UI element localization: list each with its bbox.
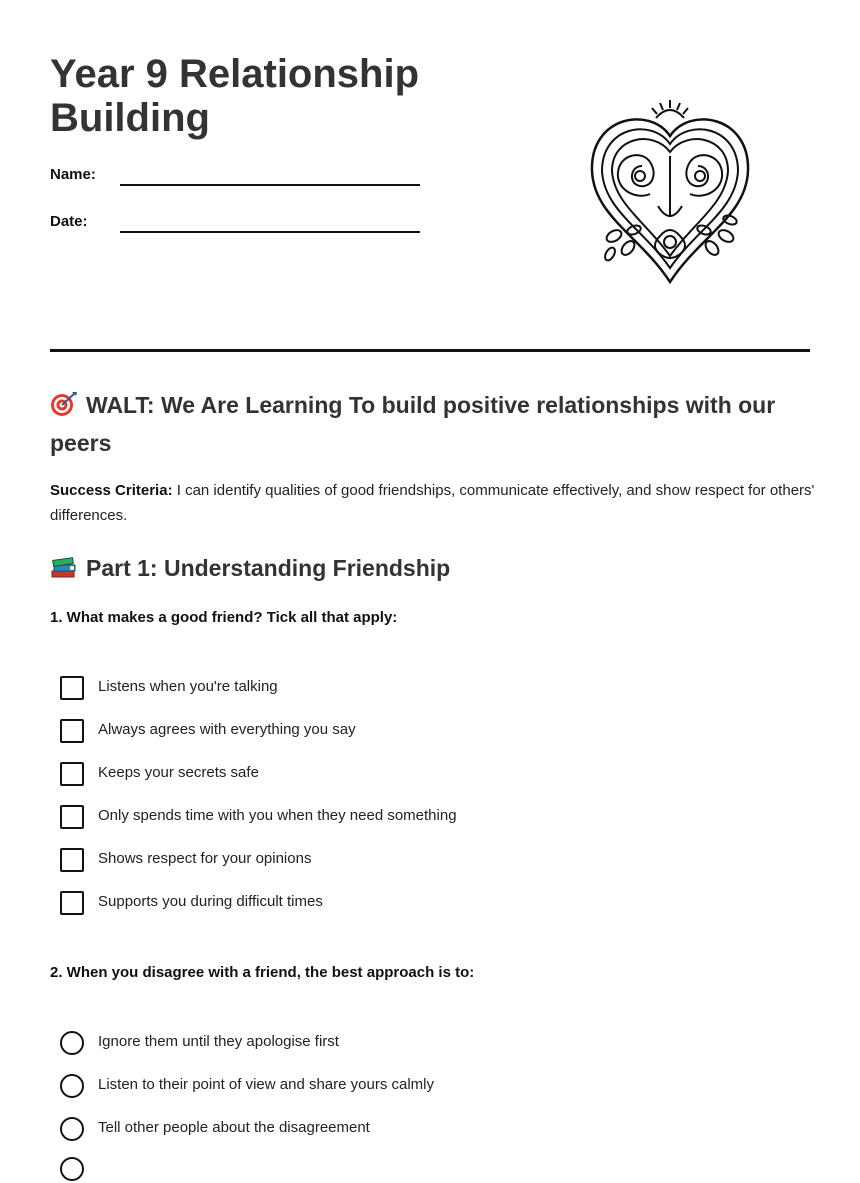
target-icon: [50, 391, 78, 417]
books-icon: [50, 554, 78, 580]
date-input[interactable]: [120, 211, 424, 233]
success-criteria-label: Success Criteria:: [50, 482, 173, 499]
q1-checkbox[interactable]: [60, 719, 84, 743]
q1-checkbox[interactable]: [60, 676, 84, 700]
name-input[interactable]: [120, 164, 424, 186]
q2-option[interactable]: [60, 1031, 760, 1057]
question-2: 2. When you disagree with a friend, the best approach is to:: [50, 964, 475, 981]
walt-heading: [50, 386, 810, 462]
q1-checkbox[interactable]: [60, 891, 84, 915]
date-field-row: [50, 213, 430, 243]
q2-option-label: Tell other people about the disagreement: [98, 1119, 370, 1136]
part1-heading: [50, 550, 450, 586]
q1-option-label: Keeps your secrets safe: [98, 764, 259, 781]
date-label: Date:: [50, 213, 88, 230]
question-1: 1. What makes a good friend? Tick all that apply:: [50, 609, 398, 626]
q1-option-label: Shows respect for your opinions: [98, 850, 312, 867]
q1-option-label: Supports you during difficult times: [98, 893, 323, 910]
q2-radio[interactable]: [60, 1117, 84, 1141]
section-divider: [50, 349, 810, 352]
q2-radio[interactable]: [60, 1031, 84, 1055]
success-criteria-text: I can identify qualities of good friendships, communicate effectively, and show respect for others' differences.: [50, 482, 815, 524]
title-line-1: Year 9 Relationship: [50, 52, 420, 96]
page-title: [50, 52, 470, 140]
q1-option[interactable]: [60, 676, 760, 702]
q2-option[interactable]: [60, 1074, 760, 1100]
q1-option[interactable]: [60, 848, 760, 874]
q1-option[interactable]: [60, 891, 760, 917]
name-label: Name:: [50, 166, 96, 183]
q1-option-label: Listens when you're talking: [98, 678, 278, 695]
success-criteria: [50, 478, 815, 528]
q2-option[interactable]: [60, 1117, 760, 1143]
q1-checkbox[interactable]: [60, 805, 84, 829]
q1-option-label: Only spends time with you when they need something: [98, 807, 457, 824]
q2-option-label: Listen to their point of view and share yours calmly: [98, 1076, 434, 1093]
q2-radio[interactable]: [60, 1074, 84, 1098]
heart-koru-illustration: [580, 96, 760, 286]
part1-heading-text: Part 1: Understanding Friendship: [86, 555, 451, 581]
q1-option[interactable]: [60, 719, 760, 745]
q2-option-label: Ignore them until they apologise first: [98, 1033, 339, 1050]
q1-option-label: Always agrees with everything you say: [98, 721, 356, 738]
q1-checkbox[interactable]: [60, 848, 84, 872]
name-field-row: [50, 166, 430, 196]
q1-checkbox[interactable]: [60, 762, 84, 786]
q1-option[interactable]: [60, 805, 760, 831]
title-line-2: Building: [50, 96, 210, 140]
walt-text: WALT: We Are Learning To build positive relationships with our peers: [50, 392, 776, 456]
q1-option[interactable]: [60, 762, 760, 788]
